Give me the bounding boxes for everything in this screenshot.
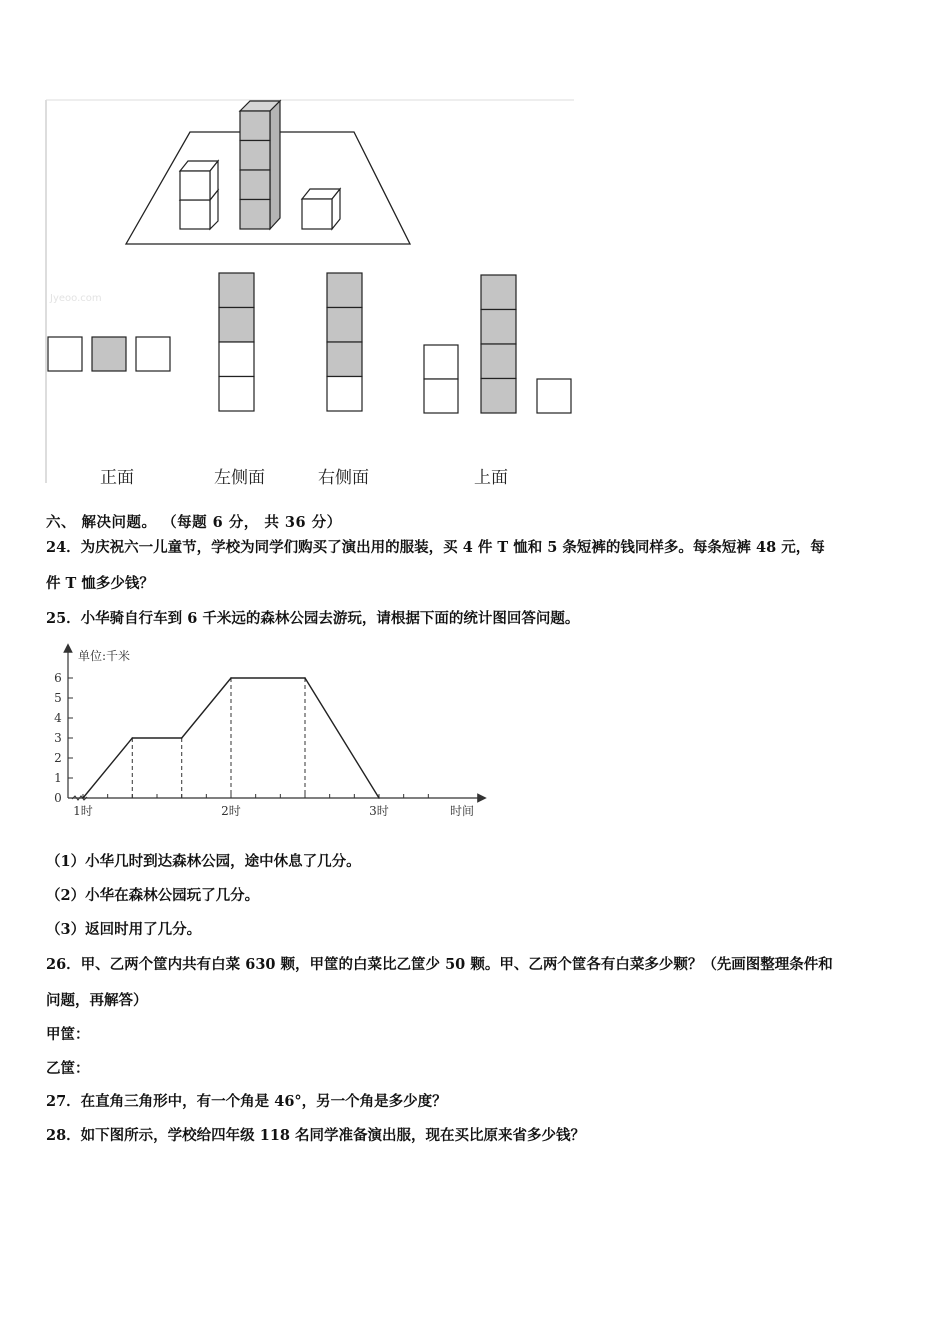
q25-sub2: （2）小华在森林公园玩了几分。 <box>46 887 260 904</box>
y-axis-label: 单位:千米 <box>78 649 131 663</box>
q27-text: 27．在直角三角形中，有一个角是 46°，另一个角是多少度？ <box>46 1093 447 1110</box>
y-tick-label: 2 <box>54 751 62 765</box>
data-point <box>82 797 84 799</box>
top-view <box>424 275 571 413</box>
q26-label-b: 乙筐： <box>46 1060 90 1077</box>
data-point <box>304 677 306 679</box>
cube-single <box>302 189 340 229</box>
y-tick-label: 5 <box>54 691 62 705</box>
left-side-view <box>219 273 254 411</box>
view-label-top: 上面 <box>474 468 508 488</box>
cube-views-figure <box>44 98 579 483</box>
y-tick-label: 1 <box>54 771 62 785</box>
cube-stack-tall <box>240 101 280 229</box>
view-label-front: 正面 <box>100 468 134 488</box>
q25-text: 25．小华骑自行车到 6 千米远的森林公园去游玩，请根据下面的统计图回答问题。 <box>46 610 580 627</box>
view-label-left: 左侧面 <box>214 468 265 488</box>
y-tick-label: 6 <box>54 671 62 685</box>
data-point <box>181 737 183 739</box>
cube-stack-left <box>180 161 218 229</box>
y-tick-label: 3 <box>54 731 62 745</box>
q25-sub1: （1）小华几时到达森林公园，途中休息了几分。 <box>46 853 361 870</box>
y-tick-label: 4 <box>54 711 62 725</box>
x-tick-label: 1时 <box>73 804 93 818</box>
x-axis-label: 时间 <box>449 804 475 818</box>
front-view <box>48 337 170 371</box>
q24-line1: 24．为庆祝六一儿童节，学校为同学们购买了演出用的服装，买 4 件 T 恤和 5 条短裤的钱同样多。每条短裤 48 元，每 <box>46 539 825 556</box>
distance-time-chart <box>42 640 492 825</box>
section-title: 六、 解决问题。 （每题 6 分， 共 36 分） <box>46 514 342 531</box>
q25-sub3: （3）返回时用了几分。 <box>46 921 202 938</box>
q28-text: 28．如下图所示，学校给四年级 118 名同学准备演出服，现在买比原来省多少钱？ <box>46 1127 586 1144</box>
x-tick-label: 2时 <box>221 804 241 818</box>
y-tick-label: 0 <box>54 791 62 805</box>
q24-line2: 件 T 恤多少钱？ <box>46 575 154 592</box>
right-side-view <box>327 273 362 411</box>
watermark: Jyeoo.com <box>50 293 102 304</box>
data-point <box>131 737 133 739</box>
q26-line1: 26．甲、乙两个筐内共有白菜 630 颗，甲筐的白菜比乙筐少 50 颗。甲、乙两个筐各有白菜多少颗？（先画图整理条件和 <box>46 956 833 973</box>
q26-label-a: 甲筐： <box>46 1026 90 1043</box>
view-label-right: 右侧面 <box>318 468 369 488</box>
x-tick-label: 3时 <box>369 804 389 818</box>
q26-line2: 问题，再解答） <box>46 992 148 1009</box>
data-point <box>378 797 380 799</box>
data-point <box>230 677 232 679</box>
